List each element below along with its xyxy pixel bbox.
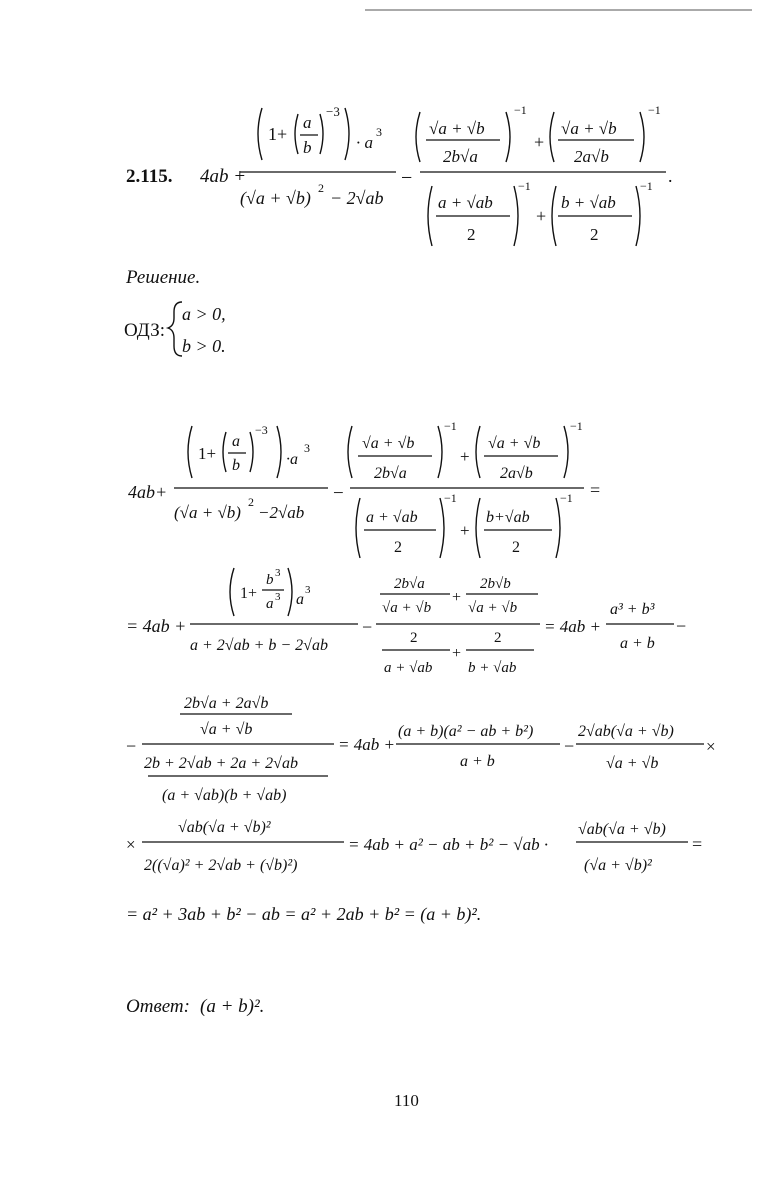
condition-a: a > 0, [182, 304, 226, 324]
minus-sign: − [564, 736, 575, 756]
fraction-numerator: a [232, 433, 240, 450]
right-paren [564, 426, 568, 478]
problem-number: 2.115. [126, 166, 173, 187]
left-paren [258, 108, 262, 160]
exponent: 2 [318, 181, 324, 195]
equals-sign: = [692, 834, 703, 854]
fraction-numerator: b [266, 572, 274, 588]
fraction-numerator: 2 [494, 630, 502, 646]
times-sign: × [706, 737, 716, 756]
left-paren [223, 432, 226, 472]
fraction-numerator: 2b + 2√ab + 2a + 2√ab [144, 755, 298, 772]
right-paren [640, 112, 644, 162]
exponent: −1 [570, 419, 583, 433]
right-paren [636, 186, 640, 246]
fraction-numerator: a³ + b³ [610, 601, 655, 618]
exponent: 3 [305, 584, 311, 596]
lead-term: = 4ab + [126, 616, 187, 636]
fraction-numerator: √a + √b [429, 119, 485, 138]
left-paren [476, 426, 480, 478]
exponent: 2 [248, 495, 254, 509]
condition-b: b > 0. [182, 336, 226, 356]
minus-sign: − [333, 483, 344, 504]
fraction-denominator: b [303, 138, 312, 157]
fraction-numerator: b + √ab [561, 193, 616, 212]
exponent: −1 [560, 491, 573, 505]
right-paren [277, 426, 281, 478]
fraction-denominator: 2 [394, 539, 402, 556]
system-brace [168, 302, 182, 356]
exponent: 3 [376, 125, 382, 139]
fraction-denominator: 2 [590, 225, 599, 244]
plus-sign: + [460, 447, 470, 466]
exponent: 3 [275, 567, 281, 579]
exponent: 3 [304, 441, 310, 455]
left-paren [552, 186, 556, 246]
minus-sign: − [362, 617, 373, 637]
exponent: −1 [518, 179, 531, 193]
left-paren [348, 426, 352, 478]
fraction-numerator: √ab(√a + √b)² [178, 819, 271, 836]
fraction-denominator: 2a√b [500, 465, 533, 482]
fraction-denominator: 2b√a [374, 465, 407, 482]
minus-sign: − [676, 616, 687, 636]
fraction-numerator: 2√ab(√a + √b) [578, 723, 674, 740]
fraction-denominator: √a + √b [468, 600, 518, 616]
fraction-numerator: √a + √b [488, 435, 541, 452]
problem-lead-term: 4ab + [200, 166, 247, 187]
exponent: −1 [648, 103, 661, 117]
fraction-denominator: √a + √b [382, 600, 432, 616]
fraction-denominator: √a + √b [606, 755, 659, 772]
left-paren [188, 426, 192, 478]
plus-sign: + [452, 589, 462, 606]
minus-term: −2√ab [258, 503, 305, 522]
fraction-denominator: a + b [460, 753, 495, 770]
minus-term: − 2√ab [330, 188, 384, 208]
page-number: 110 [394, 1091, 419, 1110]
fraction-numerator: 2b√a [394, 576, 425, 592]
equals-lead: = 4ab + a² − ab + b² − √ab · [348, 835, 549, 854]
answer [126, 996, 264, 1017]
right-paren [250, 432, 253, 472]
times-a: a [296, 591, 304, 608]
fraction-denominator: (√a + √b)² [584, 857, 652, 874]
step-2 [126, 567, 686, 676]
fraction-denominator: 2 [467, 225, 476, 244]
fraction-numerator: a + √ab [438, 193, 493, 212]
one-plus: 1+ [198, 444, 217, 463]
right-paren [506, 112, 510, 162]
right-paren [288, 568, 292, 616]
fraction-denominator: a + √ab [384, 660, 433, 676]
problem-statement [126, 103, 673, 246]
exponent: −3 [255, 423, 268, 437]
fraction-denominator: (a + √ab)(b + √ab) [162, 787, 287, 804]
fraction-numerator: 2b√a + 2a√b [184, 695, 269, 712]
fraction-denominator: a [266, 596, 274, 612]
times-a: ·a [286, 451, 298, 468]
fraction-denominator: 2a√b [574, 147, 609, 166]
fraction-numerator: √ab(√a + √b) [578, 821, 666, 838]
one-plus: 1+ [268, 124, 288, 144]
fraction-numerator: a [303, 113, 312, 132]
left-paren [476, 498, 480, 558]
solution-heading: Решение. [126, 267, 201, 288]
equals-sign: = [590, 480, 601, 500]
left-paren [295, 114, 298, 154]
exponent: −1 [514, 103, 527, 117]
minus-sign: − [126, 736, 137, 756]
exponent: −1 [444, 491, 457, 505]
fraction-denominator: b + √ab [468, 660, 517, 676]
left-paren [428, 186, 432, 246]
exponent: −1 [640, 179, 653, 193]
times-a: · a [356, 133, 373, 152]
domain-conditions [124, 302, 226, 356]
fraction-numerator: 2 [410, 630, 418, 646]
right-paren [438, 426, 442, 478]
plus-sign: + [460, 521, 470, 540]
plus-sign: + [452, 645, 462, 662]
fraction-denominator: a + b [620, 635, 655, 652]
step-3 [126, 695, 716, 804]
final-simplification: = a² + 3ab + b² − ab = a² + 2ab + b² = (a + b)². [126, 904, 482, 924]
right-paren [440, 498, 444, 558]
left-paren [356, 498, 360, 558]
fraction-denominator: 2 [512, 539, 520, 556]
fraction-denominator: 2((√a)² + 2√ab + (√b)²) [144, 857, 298, 874]
plus-sign: + [534, 132, 545, 152]
right-paren [556, 498, 560, 558]
fraction-denominator: b [232, 457, 240, 474]
exponent: −1 [444, 419, 457, 433]
fraction-denominator: √a + √b [200, 721, 253, 738]
fraction-numerator: √a + √b [362, 435, 415, 452]
exponent: −3 [326, 104, 340, 119]
fraction-denominator: 2b√a [443, 147, 478, 166]
step-1 [128, 419, 600, 558]
answer-label: Ответ: [126, 996, 190, 1017]
right-paren [345, 108, 349, 160]
odz-label: ОДЗ: [124, 320, 166, 341]
right-paren [320, 114, 323, 154]
left-paren [230, 568, 234, 616]
fraction-numerator: (a + b)(a² − ab + b²) [398, 723, 534, 740]
exponent: 3 [275, 591, 281, 603]
lead-term: 4ab+ [128, 482, 168, 502]
times-sign: × [126, 835, 136, 854]
plus-sign: + [536, 206, 547, 226]
left-paren [550, 112, 554, 162]
denominator: a + 2√ab + b − 2√ab [190, 637, 328, 654]
fraction-numerator: b+√ab [486, 509, 530, 526]
left-paren [416, 112, 420, 162]
minus-sign: − [401, 167, 413, 189]
step-4 [126, 819, 702, 874]
fraction-numerator: √a + √b [561, 119, 617, 138]
denominator-base: (√a + √b) [240, 188, 311, 208]
answer-value: (a + b)². [200, 996, 265, 1017]
period: . [668, 166, 673, 186]
equals-lead: = 4ab + [338, 735, 395, 754]
one-plus: 1+ [240, 585, 258, 602]
fraction-numerator: a + √ab [366, 509, 418, 526]
equals-lead: = 4ab + [544, 617, 601, 636]
fraction-numerator: 2b√b [480, 576, 511, 592]
right-paren [514, 186, 518, 246]
denominator-base: (√a + √b) [174, 503, 241, 522]
